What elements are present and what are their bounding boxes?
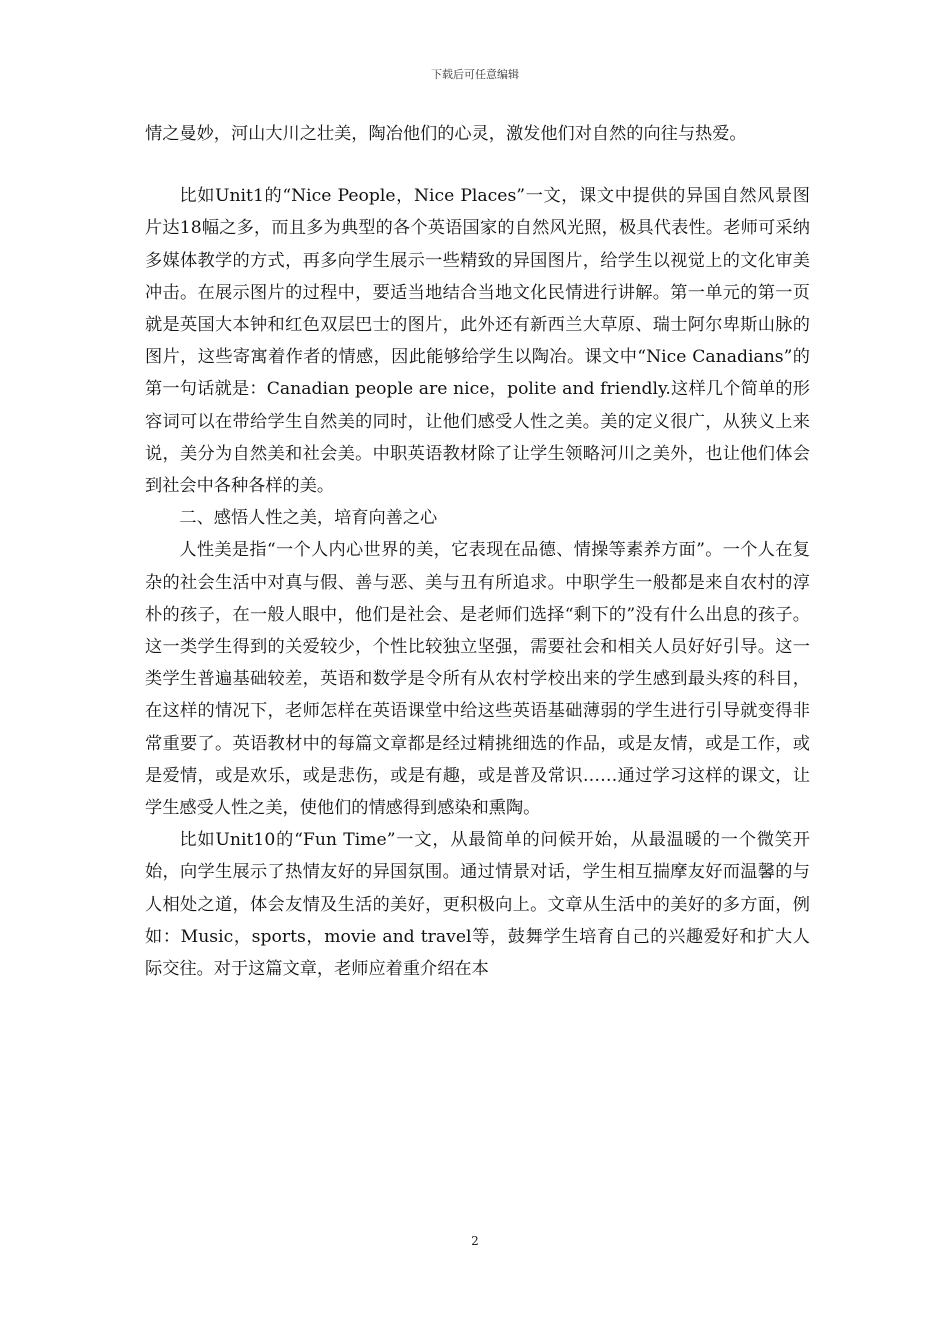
document-body — [145, 118, 810, 985]
section-heading: 二、感悟人性之美，培育向善之心 — [179, 508, 438, 529]
paragraph-unit1-example: 比如Unit1的“Nice People，Nice Places”一文，课文中提供的异国自然风景图片达18幅之多，而且多为典型的各个英语国家的自然风光照，极具代表性。老师可采纳多媒体教学的方式，再多向学生展示一些精致的异国图片，给学生以视觉上的文化审美冲击。在展示图片的过程中，要适当地结合当地文化民情进行讲解。第一单元的第一页就是英国大本钟和红色双层巴士的图片，此外还有新西兰大草原、瑞士阿尔卑斯山脉的图片，这些寄寓着作者的情感，因此能够给学生以陶冶。课文中“Nice Canadians”的第一句话就是：Canadian people are nice，polite and friendly.这样几个简单的形容词可以在带给学生自然美的同时，让他们感受人性之美。美的定义很广，从狭义上来说，美分为自然美和社会美。中职英语教材除了让学生领略河川之美外，也让他们体会到社会中各种各样的美。 — [145, 186, 810, 497]
page-number: 2 — [471, 1234, 479, 1248]
paragraph-continuation: 情之曼妙，河山大川之壮美，陶冶他们的心灵，激发他们对自然的向往与热爱。 — [145, 124, 747, 144]
paragraph-human-beauty: 人性美是指“一个人内心世界的美，它表现在品德、情操等素养方面”。一个人在复杂的社会生活中对真与假、善与恶、美与丑有所追求。中职学生一般都是来自农村的淳朴的孩子，在一般人眼中，他们是社会、是老师们选择“剩下的”没有什么出息的孩子。这一类学生得到的关爱较少，个性比较独立坚强，需要社会和相关人员好好引导。这一类学生普遍基础较差，英语和数学是令所有从农村学校出来的学生感到最头疼的科目，在这样的情况下，老师怎样在英语课堂中给这些英语基础薄弱的学生进行引导就变得非常重要了。英语教材中的每篇文章都是经过精挑细选的作品，或是友情，或是工作，或是爱情，或是欢乐，或是悲伤，或是有趣，或是普及常识……通过学习这样的课文，让学生感受人性之美，使他们的情感得到感染和熏陶。 — [145, 540, 810, 819]
page-header: 下载后可任意编辑 — [431, 68, 519, 81]
paragraph-unit10-example: 比如Unit10的“Fun Time”一文，从最简单的问候开始，从最温暖的一个微笑开始，向学生展示了热情友好的异国氛围。通过情景对话，学生相互揣摩友好而温馨的与人相处之道，体会友情及生活的美好，更积极向上。文章从生活中的美好的多方面，例如：Music，sports，movie and travel等，鼓舞学生培育自己的兴趣爱好和扩大人际交往。对于这篇文章，老师应着重介绍在本 — [145, 830, 810, 980]
